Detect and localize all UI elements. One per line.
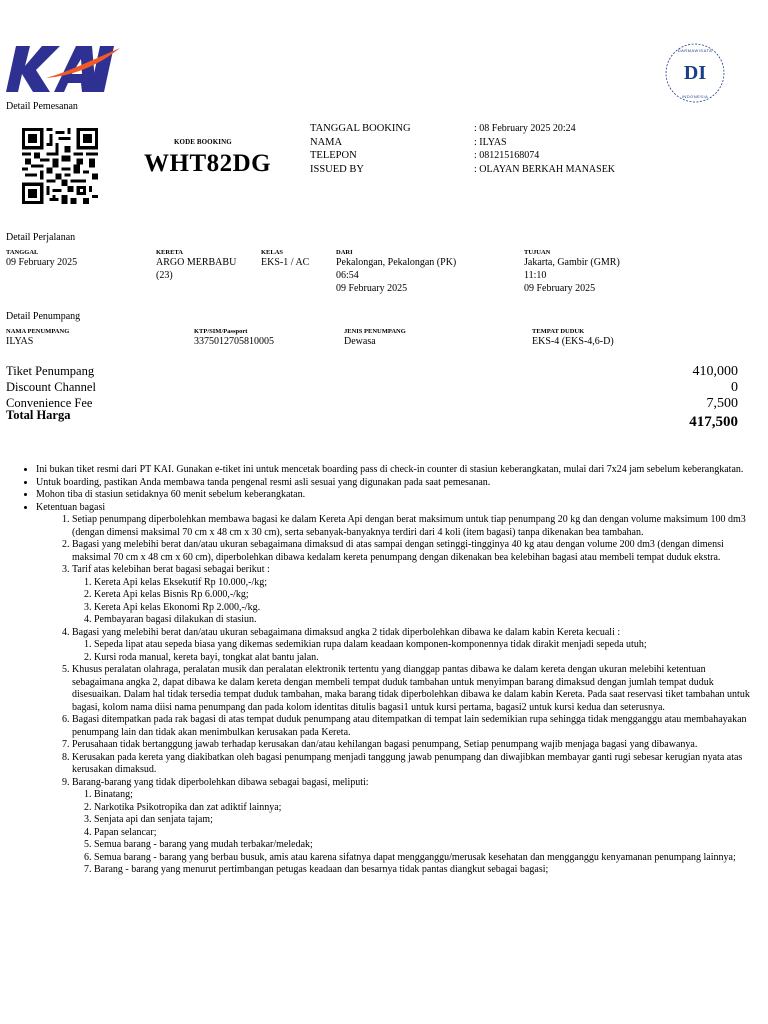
qr-code [20,128,100,204]
note-item: • Ini bukan tiket resmi dari PT KAI. Gunakan e-tiket ini untuk mencetak boarding pass di check-in counter di stasiun keberangkatan, mulai dari 7x24 jam sebelum keberangkatan. [36,464,750,477]
exception-list [72,639,750,664]
note-item: • Untuk boarding, pastikan Anda membawa tanda pengenal resmi asli sesuai yang digunakan pada saat pemesanan. [36,477,750,490]
baggage-rule: 8. Kerusakan pada kereta yang diakibatkan oleh bagasi penumpang menjadi tanggung jawab penumpang dan diwajibkan membayar ganti rugi sebesar kerugian nyata atas kerusakan dimaksud. [72,752,750,777]
exception-item: 2. Kursi roda manual, kereta bayi, tongkat alat bantu jalan. [94,652,750,665]
section-title-passenger: Detail Penumpang [6,311,81,322]
prohibited-item: 3. Senjata api dan senjata tajam; [94,814,750,827]
journey-train-number: (23) [156,270,173,281]
journey-destination-date: 09 February 2025 [524,283,596,294]
journey-date [6,249,77,269]
tariff-item: 1. Kereta Api kelas Eksekutif Rp 10.000,-/kg; [94,577,750,590]
note-item-baggage [36,502,750,877]
journey-origin-time: 06:54 [336,270,359,281]
journey-date-label: TANGGAL [6,249,39,256]
booking-date-value: : 08 February 2025 20:24 [474,123,576,134]
passenger-type-label: JENIS PENUMPANG [344,328,406,335]
prohibited-item: 7. Barang - barang yang menurut pertimbangan petugas keadaan dan besarnya tidak pantas diangkut sebagai bagasi; [94,864,750,877]
baggage-rule: 2. Bagasi yang melebihi berat dan/atau ukuran sebagaimana dimaksud di atas sampai dengan setinggi-tingginya 40 kg atau dengan volume 200 dm3 (dengan dimensi maksimal 70 cm x 48 cm x 60 cm), diperbolehkan dibawa kedalam kereta penumpang dengan dikenakan bea kelebihan bagasi atau membeli tempat duduk ekstra. [72,539,750,564]
passenger-name [6,328,69,348]
baggage-rule [72,627,750,665]
terms-section [20,464,750,877]
svg-text:DARMAWISATA: DARMAWISATA [677,48,713,53]
kai-logo [6,46,120,92]
booking-issuer-label: ISSUED BY [310,163,364,175]
baggage-rule: 7. Perusahaan tidak bertanggung jawab terhadap kerusakan dan/atau kehilangan bagasi penumpang, Setiap penumpang wajib menjaga bagasi yang dibawanya. [72,739,750,752]
passenger-seat-value: EKS-4 (EKS-4,6-D) [532,336,614,347]
passenger-name-value: ILYAS [6,336,34,347]
exception-item: 1. Sepeda lipat atau sepeda biasa yang dikemas sedemikian rupa dalam keadaan komponen-komponennya tidak dirakit menjadi sepeda utuh; [94,639,750,652]
passenger-id-value: 3375012705810005 [194,336,274,347]
journey-origin [336,249,456,295]
price-row [6,380,738,395]
price-row [6,364,738,379]
passenger-type-value: Dewasa [344,336,376,347]
passenger-type [344,328,406,348]
tariff-item: 3. Kereta Api kelas Ekonomi Rp 2.000,-/kg. [94,602,750,615]
tariff-item: 2. Kereta Api kelas Bisnis Rp 6.000,-/kg; [94,589,750,602]
booking-name-label: NAMA [310,136,343,148]
journey-train-label: KERETA [156,249,183,256]
passenger-id [194,328,274,348]
baggage-rule: 6. Bagasi ditempatkan pada rak bagasi di atas tempat duduk penumpang atau ditempatkan di tempat lain sedemikian rupa sehingga tidak mengganggu atau membahayakan penumpang lain dan tidak akan menimbulkan kerusakan pada Kereta. [72,714,750,739]
baggage-rule-text: Tarif atas kelebihan berat bagasi sebagai berikut : [72,564,270,575]
prohibited-item: 5. Semua barang - barang yang mudah terbakar/meledak; [94,839,750,852]
passenger-id-label: KTP/SIM/Passport [194,328,248,335]
price-row [6,396,738,411]
total-label: Total Harga [6,408,71,422]
journey-train-name: ARGO MERBABU [156,257,237,268]
booking-info-labels [310,122,411,176]
journey-train [156,249,236,282]
baggage-rule [72,564,750,627]
journey-destination [524,249,620,295]
darmawisata-logo [664,42,726,104]
booking-code-label: KODE BOOKING [174,138,232,146]
price-row-label: Discount Channel [6,380,96,394]
journey-destination-time: 11:10 [524,270,547,281]
prohibited-item: 2. Narkotika Psikotropika dan zat adiktif lainnya; [94,802,750,815]
baggage-rule: 5. Khusus peralatan olahraga, peralatan musik dan peralatan elektronik tertentu yang dianggap pantas dibawa ke dalam kereta dengan ukuran melebihi ketentuan sebagaimana angka 2, dapat dibawa ke dalam kereta dengan membeli tempat duduk tambahan untuk menyimpan barang dimaksud dengan jumlah tempat duduk disesuaikan. Dalam hal tidak tersedia tempat duduk tambahan, maka barang tidak diperbolehkan dibawa ke dalam kabin Kereta. Pada saat reservasi tiket tambahan untuk bagasi, kolom nama diisi nama penumpang dan pada kolom identitas ditulis bagasi1 untuk kursi pertama, bagasi2 untuk kursi kedua dan seterusnya. [72,664,750,714]
journey-origin-date: 09 February 2025 [336,283,408,294]
section-title-booking: Detail Pemesanan [6,101,78,112]
baggage-rule: 1. Setiap penumpang diperbolehkan membawa bagasi ke dalam Kereta Api dengan berat maksimum untuk tiap penumpang 20 kg dan dengan volume maksimum 100 dm3 (dengan dimensi maksimal 70 cm x 48 cm x 30 cm), serta sebanyak-banyaknya terdiri dari 4 koli (item bagasi) tanpa dikenakan bea tambahan. [72,514,750,539]
baggage-rule-text: Barang-barang yang tidak diperbolehkan dibawa sebagai bagasi, meliputi: [72,776,369,788]
price-row-label: Tiket Penumpang [6,364,95,378]
svg-text:DI: DI [683,62,707,84]
baggage-rule [72,777,750,877]
prohibited-list [72,789,750,877]
booking-code: WHT82DG [144,150,272,177]
notes-list [20,464,750,877]
journey-destination-label: TUJUAN [524,249,551,256]
total-row [6,408,738,430]
tariff-list [72,577,750,627]
journey-origin-label: DARI [336,249,353,256]
total-value: 417,500 [689,414,738,430]
price-row-value: 0 [731,380,738,395]
journey-class-label: KELAS [261,249,284,256]
baggage-rules-list [36,514,750,877]
note-item: • Mohon tiba di stasiun setidaknya 60 menit sebelum keberangkatan. [36,489,750,502]
booking-issuer-value: : OLAYAN BERKAH MANASEK [474,163,616,175]
journey-class-value: EKS-1 / AC [261,257,310,268]
booking-phone-label: TELEPON [310,150,357,161]
baggage-rule-text: Bagasi yang melebihi berat dan/atau ukuran sebagaimana dimaksud angka 2 tidak diperbolehkan dibawa ke dalam kabin Kereta kecuali : [72,626,621,638]
prohibited-item: 4. Papan selancar; [94,827,750,840]
price-row-value: 410,000 [692,364,738,379]
baggage-heading: Ketentuan bagasi [36,501,106,513]
svg-text:INDONESIA: INDONESIA [681,94,709,99]
booking-phone-value: : 081215168074 [474,150,540,161]
passenger-seat-label: TEMPAT DUDUK [532,328,585,335]
tariff-item: 4. Pembayaran bagasi dilakukan di stasiun. [94,614,750,627]
prohibited-item: 1. Binatang; [94,789,750,802]
booking-name-value: : ILYAS [474,136,507,148]
section-title-journey: Detail Perjalanan [6,232,76,243]
journey-date-value: 09 February 2025 [6,257,78,268]
journey-origin-station: Pekalongan, Pekalongan (PK) [336,257,457,268]
price-row-value: 7,500 [706,396,738,411]
passenger-name-label: NAMA PENUMPANG [6,328,70,335]
booking-info-values [474,122,615,176]
prohibited-item: 6. Semua barang - barang yang berbau busuk, amis atau karena sifatnya dapat mengganggu/merusak kesehatan dan mengganggu kenyamanan penumpang lainnya; [94,852,750,865]
passenger-seat [532,328,614,348]
journey-class [261,249,309,269]
journey-destination-station: Jakarta, Gambir (GMR) [524,257,620,268]
price-summary [6,364,738,430]
price-row-label: Convenience Fee [6,396,93,410]
booking-date-label: TANGGAL BOOKING [310,123,411,134]
